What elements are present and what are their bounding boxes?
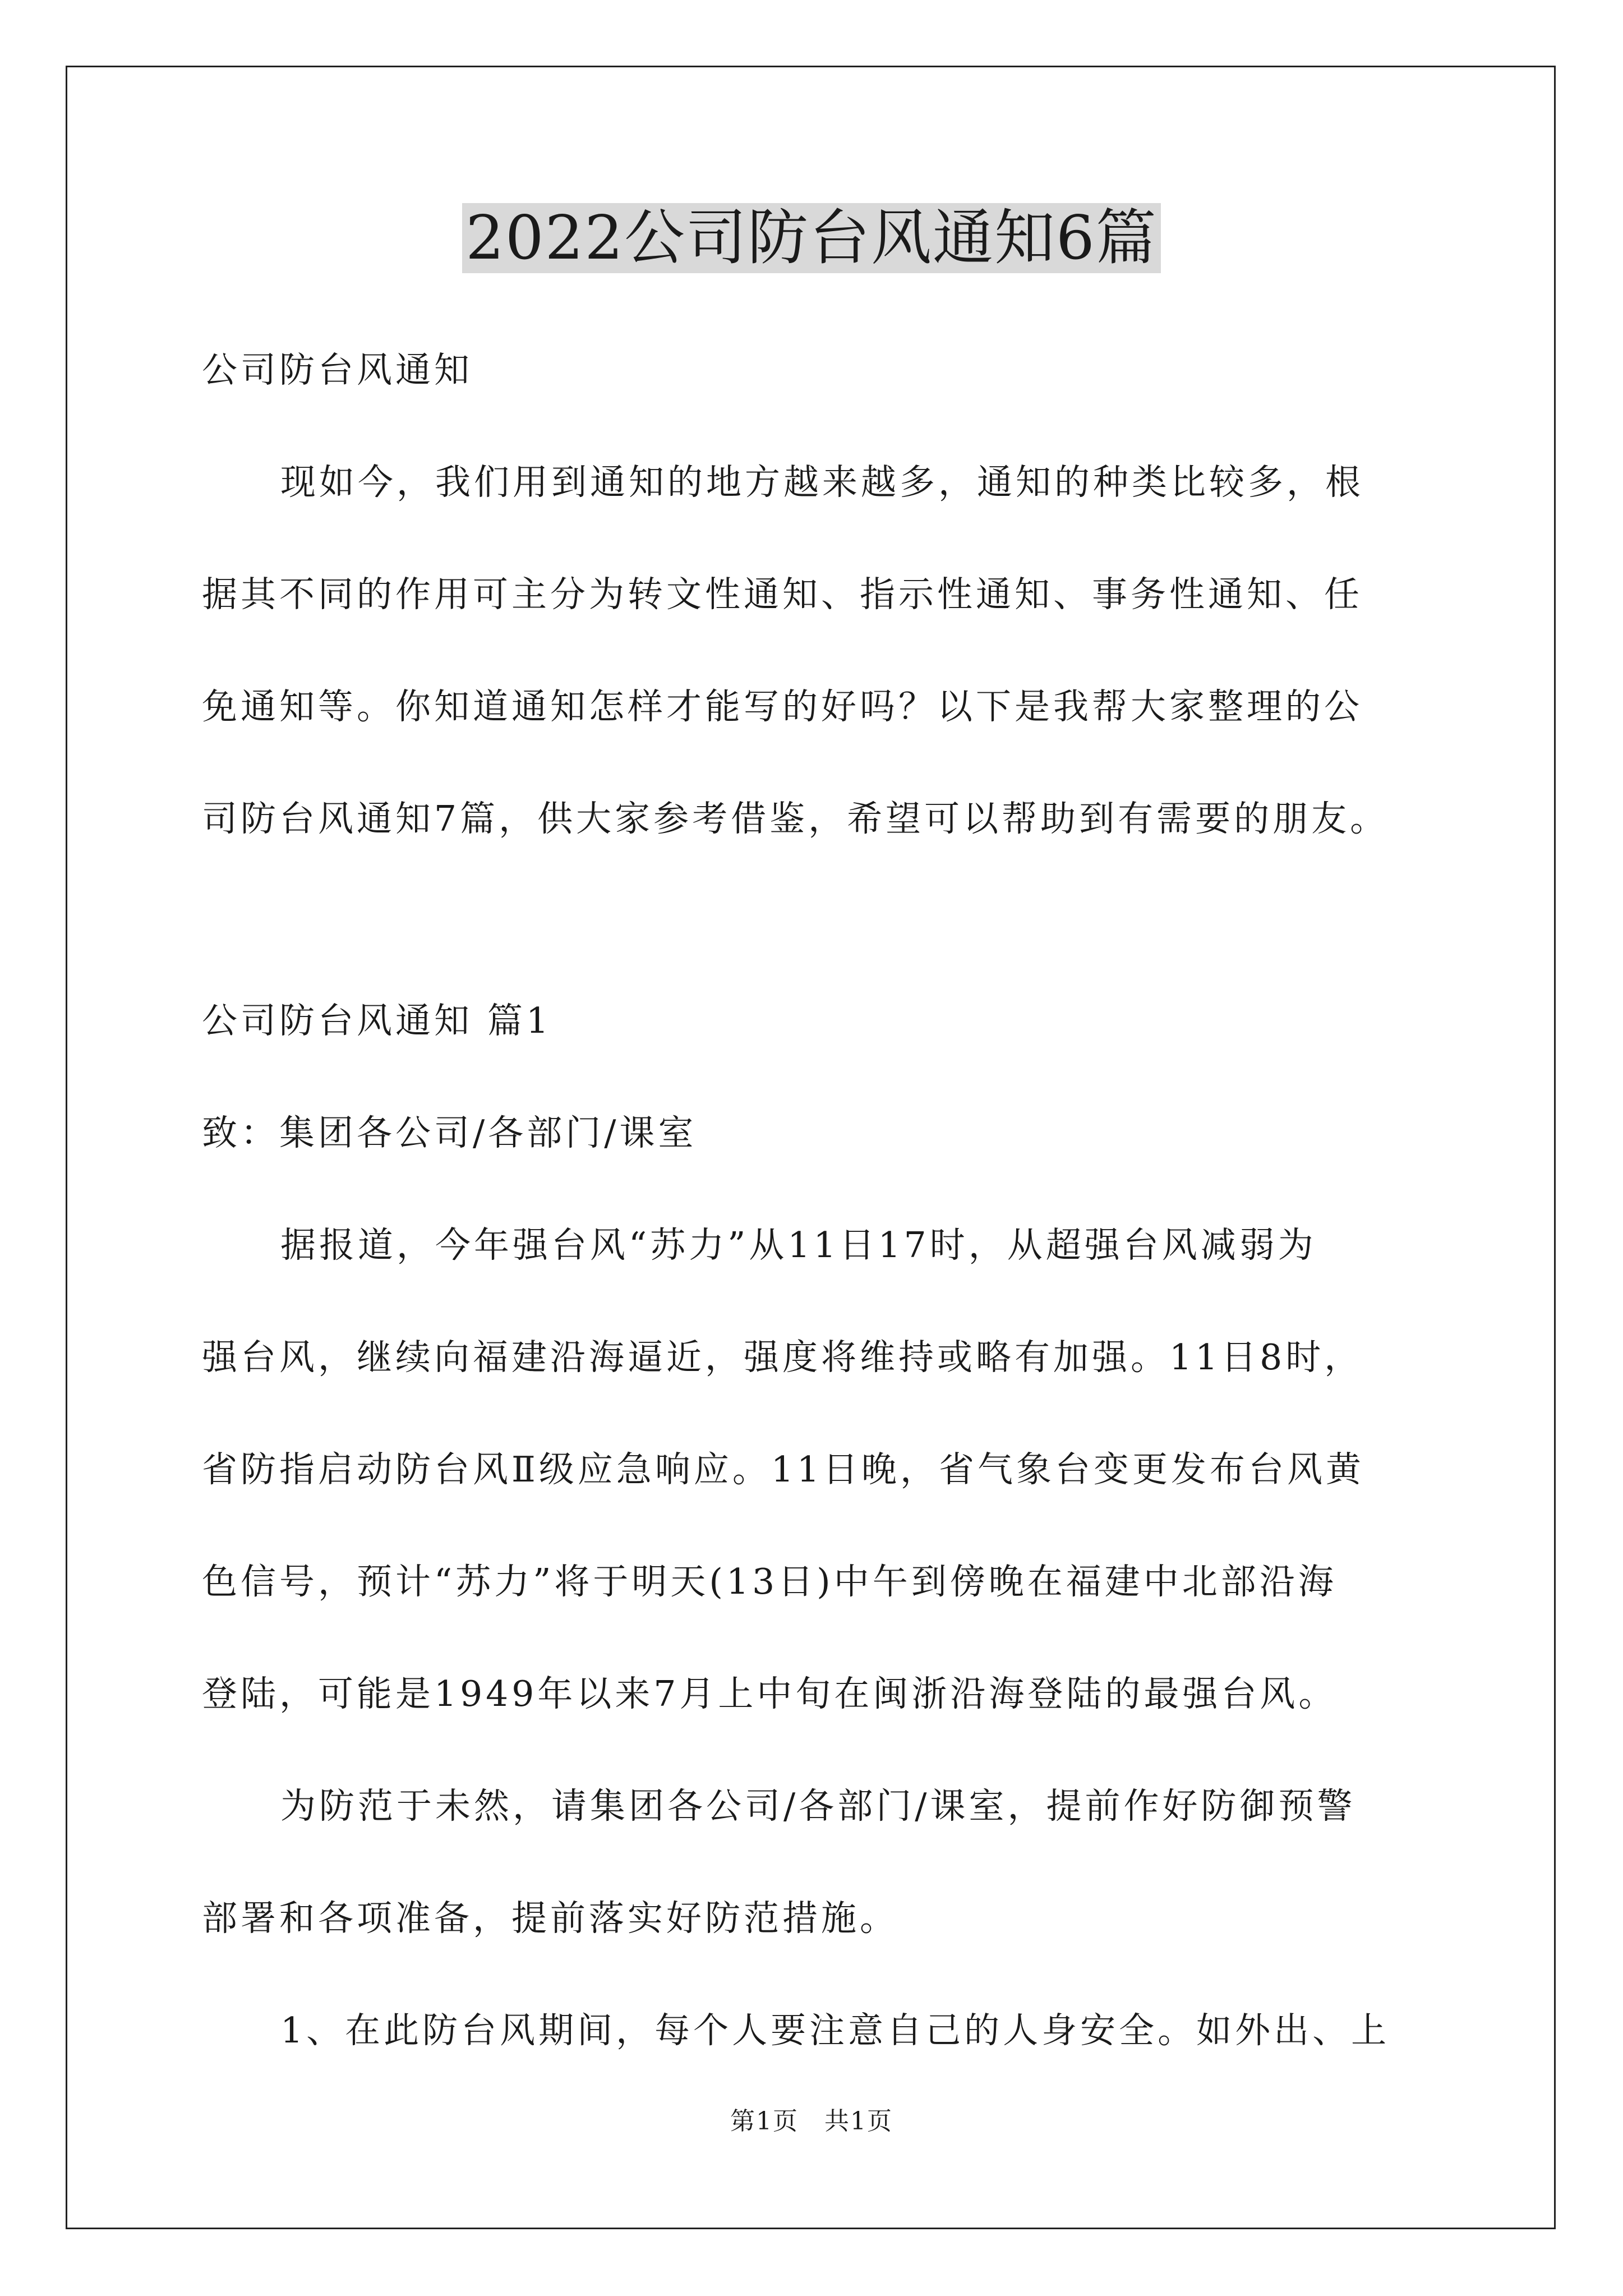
paragraph-line: 省防指启动防台风Ⅱ级应急响应。11日晚，省气象台变更发布台风黄 xyxy=(202,1449,1364,1490)
paragraph-line: 据报道，今年强台风“苏力”从11日17时，从超强台风减弱为 xyxy=(280,1225,1317,1266)
paragraph-line: 司防台风通知7篇，供大家参考借鉴，希望可以帮助到有需要的朋友。 xyxy=(202,798,1389,839)
paragraph-line: 为防范于未然，请集团各公司/各部门/课室，提前作好防御预警 xyxy=(280,1786,1356,1826)
paragraph-line: 登陆，可能是1949年以来7月上中旬在闽浙沿海登陆的最强台风。 xyxy=(202,1673,1338,1714)
document-title-text: 2022公司防台风通知6篇 xyxy=(462,203,1161,273)
paragraph-line: 强台风，继续向福建沿海逼近，强度将维持或略有加强。11日8时， xyxy=(202,1337,1363,1378)
paragraph-line: 据其不同的作用可主分为转文性通知、指示性通知、事务性通知、任 xyxy=(202,574,1363,615)
page-footer: 第1页 共1页 xyxy=(730,2107,893,2136)
document-title xyxy=(0,199,1623,278)
paragraph-line: 部署和各项准备，提前落实好防范措施。 xyxy=(202,1898,898,1939)
paragraph-line: 免通知等。你知道通知怎样才能写的好吗？以下是我帮大家整理的公 xyxy=(202,686,1363,727)
addressee-line: 致：集团各公司/各部门/课室 xyxy=(202,1112,697,1153)
section-heading: 公司防台风通知 篇1 xyxy=(202,1000,552,1041)
paragraph-line: 现如今，我们用到通知的地方越来越多，通知的种类比较多，根 xyxy=(280,462,1364,503)
paragraph-line: 1、在此防台风期间，每个人要注意自己的人身安全。如外出、上 xyxy=(280,2010,1390,2051)
paragraph-line: 色信号，预计“苏力”将于明天(13日)中午到傍晚在福建中北部沿海 xyxy=(202,1561,1337,1602)
section-heading: 公司防台风通知 xyxy=(202,349,473,390)
